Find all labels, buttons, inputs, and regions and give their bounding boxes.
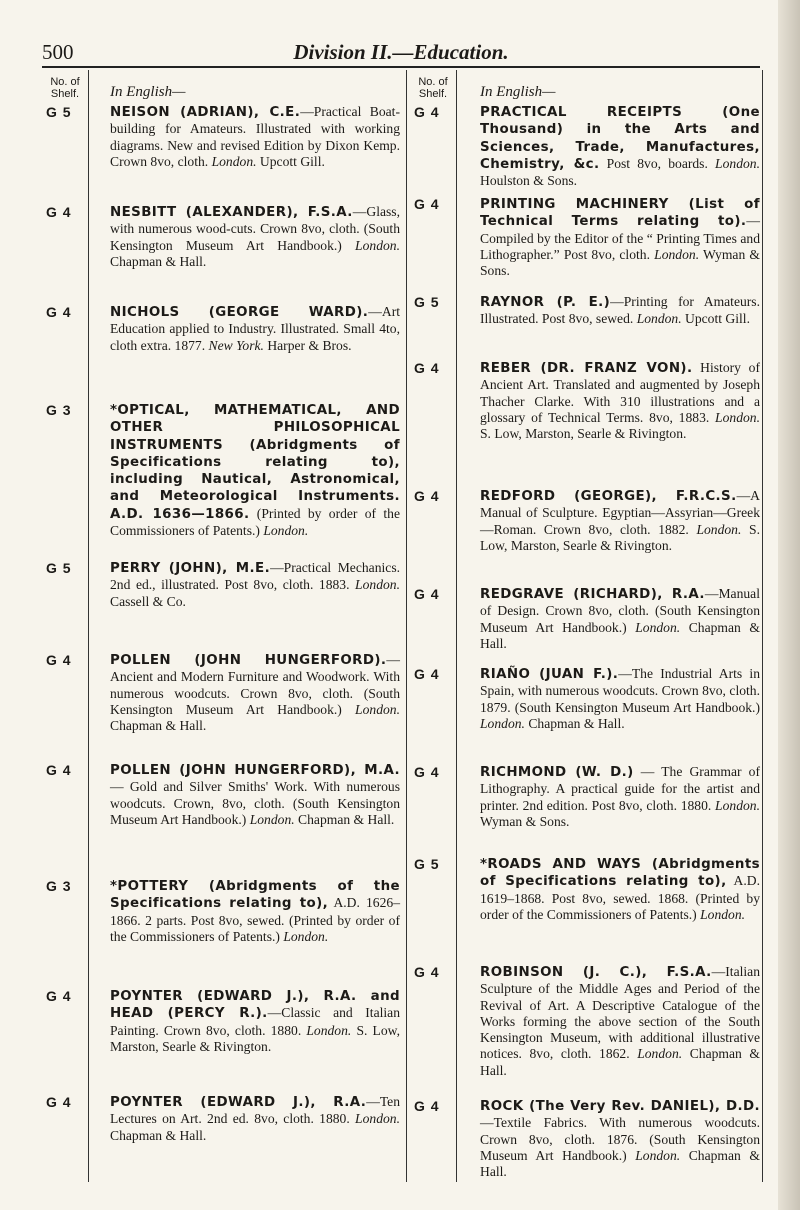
entry-heading: NICHOLS (GEORGE WARD). [110, 305, 369, 320]
entry-text [110, 104, 400, 170]
entry-place: London. [635, 1147, 681, 1163]
entry-heading: REDGRAVE (RICHARD), R.A. [480, 587, 705, 602]
entry-place: London. [715, 409, 760, 425]
shelf-mark: G 4 [414, 360, 440, 376]
entry-heading: NESBITT (ALEXANDER), F.S.A. [110, 205, 353, 220]
entry-place: London. [355, 1111, 400, 1127]
entry-place: London. [715, 797, 760, 813]
shelf-column-header: No. of Shelf. [418, 76, 448, 100]
entry-description: A.D. 1626–1866. 2 parts. Post 8vo, sewed. (Printed by order of the Commissioners of Patents.) [110, 895, 400, 944]
entry-heading: POLLEN (JOHN HUNGERFORD). [110, 653, 387, 668]
entry-heading: PERRY (JOHN), M.E. [110, 561, 271, 576]
entry-heading: RIAÑO (JUAN F.). [480, 667, 619, 682]
shelf-mark: G 4 [46, 652, 72, 668]
entry-description: —Italian Sculpture of the Middle Ages and Period of the Revival of Art. A Descriptive Catalogue of the Works forming the above section of the South Kensington Museum, with additional illustrative notices. 8vo, cloth. 1862. [480, 964, 760, 1062]
entry-text [480, 856, 760, 923]
shelf-mark: G 4 [46, 762, 72, 778]
entry-publisher: S. Low, Marston, Searle & Rivington. [110, 1022, 400, 1054]
entry-heading: *ROADS AND WAYS (Abridgments of Specifications relating to), [480, 857, 760, 890]
shelf-mark: G 4 [46, 304, 72, 320]
language-header: In English— [480, 84, 556, 100]
entry-description: —Textile Fabrics. With numerous woodcuts. Crown 8vo, cloth. 1876. (South Kensington Museum Art Handbook.) [480, 1115, 760, 1163]
entry-publisher: Harper & Bros. [263, 337, 352, 353]
right-column [410, 70, 762, 1182]
shelf-mark: G 3 [46, 402, 72, 418]
entry-description: —Practical Boat-building for Amateurs. Illustrated with working diagrams. New and revised Edition by Dixon Kemp. Crown 8vo, cloth. [110, 104, 400, 169]
entry-text [110, 652, 400, 734]
entry-heading: POLLEN (JOHN HUNGERFORD), M.A. [110, 763, 400, 778]
entry-description: —Classic and Italian Painting. Crown 8vo, cloth. 1880. [110, 1005, 400, 1038]
entry-text [110, 762, 400, 828]
entry-place: London. [635, 619, 681, 635]
shelf-mark: G 4 [414, 196, 440, 212]
entry-text [480, 964, 760, 1079]
column-rule-middle [406, 70, 407, 1182]
entry-heading: NEISON (ADRIAN), C.E. [110, 105, 301, 120]
entry-place: London. [283, 928, 329, 944]
shelf-mark: G 5 [414, 856, 440, 872]
entry-publisher: Wyman & Sons. [480, 813, 570, 829]
entry-description: — Gold and Silver Smiths' Work. With numerous woodcuts. Crown, 8vo, cloth. (South Kensington Museum Art Handbook.) [110, 779, 400, 827]
entry-heading: POYNTER (EDWARD J.), R.A. and HEAD (PERCY R.). [110, 989, 400, 1022]
entry-description: —Ancient and Modern Furniture and Woodwork. With numerous woodcuts. Crown 8vo, cloth. (South Kensington Museum Art Handbook.) [110, 652, 400, 717]
entry-place: London. [700, 906, 746, 922]
entry-description: A.D. 1619–1868. Post 8vo, sewed. 1868. (Printed by order of the Commissioners of Patents.) [480, 873, 760, 922]
entry-place: London. [355, 577, 400, 593]
entry-publisher: S. Low, Marston, Searle & Rivington. [480, 521, 760, 553]
entry-text [110, 1094, 400, 1144]
entry-publisher: Houlston & Sons. [480, 173, 578, 189]
entry-place: London. [306, 1022, 352, 1038]
entry-description: —Printing for Amateurs. Illustrated. Post 8vo, sewed. [480, 294, 760, 327]
entry-publisher: Chapman & Hall. [110, 718, 207, 734]
entry-heading: REBER (DR. FRANZ VON). [480, 361, 693, 376]
entry-place: London. [355, 701, 400, 717]
shelf-mark: G 4 [414, 104, 440, 120]
entry-place: London. [355, 237, 400, 253]
entry-description: —Manual of Design. Crown 8vo, cloth. (South Kensington Museum Art Handbook.) [480, 586, 760, 635]
entry-description: History of Ancient Art. Translated and augmented by Joseph Thacher Clarke. With 310 illustrations and a glossary of Technical Terms. 8vo, 1883. [480, 360, 760, 425]
entry-text [480, 764, 760, 830]
entry-text [110, 988, 400, 1055]
entry-heading: PRACTICAL RECEIPTS (One Thousand) in the Arts and Sciences, Trade, Manufactures, Chemistry, &c. [480, 105, 760, 172]
entry-description: — The Grammar of Lithography. A practical guide for the artist and printer. 2nd edition. Post 8vo, cloth. 1880. [480, 764, 760, 813]
entry-place: New York. [208, 337, 264, 353]
entry-description: (Printed by order of the Commissioners of Patents.) [110, 505, 400, 539]
entry-publisher: Wyman & Sons. [480, 246, 761, 279]
entry-publisher: Cassell & Co. [110, 593, 186, 609]
running-title: Division II.—Education. [293, 40, 509, 64]
shelf-mark: G 4 [414, 666, 440, 682]
entry-publisher: Chapman & Hall. [294, 811, 395, 827]
entry-heading: POYNTER (EDWARD J.), R.A. [110, 1095, 367, 1110]
shelf-mark: G 5 [46, 104, 72, 120]
entry-publisher: Upcott Gill. [681, 311, 750, 327]
left-column [42, 70, 404, 1182]
entry-description: —The Industrial Arts in Spain, with numerous woodcuts. Crown 8vo, cloth. 1879. (South Kensington Museum Art Handbook.) [480, 666, 760, 715]
entry-text [110, 878, 400, 945]
entry-description: —A Manual of Sculpture. Egyptian—Assyrian—Greek—Roman. Crown 8vo, cloth. 1882. [480, 488, 760, 537]
entry-description: —Glass, with numerous wood-cuts. Crown 8vo, cloth. (South Kensington Museum Art Handbook.) [110, 204, 400, 253]
entry-text [480, 360, 760, 442]
column-rule-right [762, 70, 763, 1182]
entry-description: —Practical Mechanics. 2nd ed., illustrated. Post 8vo, cloth. 1883. [110, 560, 401, 593]
shelf-mark: G 4 [414, 586, 440, 602]
shelf-mark: G 3 [46, 878, 72, 894]
shelf-mark: G 4 [414, 964, 440, 980]
entry-heading: PRINTING MACHINERY (List of Technical Terms relating to). [480, 197, 760, 230]
entry-heading: *OPTICAL, MATHEMATICAL, AND OTHER PHILOSOPHICAL INSTRUMENTS (Abridgments of Specifications relating to), including Nautical, Astronomical, and Meteorological Instruments. A.D. 1636—1866. [110, 403, 400, 522]
shelf-mark: G 4 [414, 488, 440, 504]
entry-description: —Art Education applied to Industry. Illustrated. Small 4to, cloth extra. 1877. [110, 304, 400, 353]
shelf-mark: G 5 [414, 294, 440, 310]
entry-heading: REDFORD (GEORGE), F.R.C.S. [480, 489, 737, 504]
entry-text [110, 560, 400, 610]
entry-text [480, 104, 760, 189]
page-edge [778, 0, 800, 1210]
entry-heading: RAYNOR (P. E.) [480, 295, 611, 310]
entry-description: —Compiled by the Editor of the “ Printing Times and Lithographer.” Post 8vo, cloth. [480, 213, 760, 262]
entry-publisher: Chapman & Hall. [524, 715, 625, 731]
language-header: In English— [110, 84, 186, 100]
entry-text [480, 294, 760, 328]
entry-publisher: S. Low, Marston, Searle & Rivington. [480, 426, 687, 442]
shelf-mark: G 4 [414, 764, 440, 780]
entry-heading: RICHMOND (W. D.) [480, 765, 634, 780]
entry-publisher: Chapman & Hall. [110, 253, 207, 269]
shelf-mark: G 4 [414, 1098, 440, 1114]
entry-heading: ROBINSON (J. C.), F.S.A. [480, 965, 712, 980]
shelf-mark: G 5 [46, 560, 72, 576]
entry-place: London. [715, 155, 760, 171]
entry-text [480, 1098, 760, 1180]
entry-publisher: Chapman & Hall. [480, 1046, 760, 1078]
entry-place: London. [480, 715, 525, 731]
shelf-mark: G 4 [46, 988, 72, 1004]
entry-place: London. [263, 523, 309, 539]
shelf-mark: G 4 [46, 1094, 72, 1110]
shelf-column-header: No. of Shelf. [50, 76, 80, 100]
entry-place: London. [211, 153, 257, 169]
entry-heading: ROCK (The Very Rev. DANIEL), D.D. [480, 1099, 760, 1114]
page-number: 500 [42, 40, 74, 64]
entry-text [480, 196, 760, 279]
entry-place: London. [696, 521, 742, 537]
entry-text [110, 402, 400, 539]
entry-place: London. [654, 246, 700, 262]
shelf-mark: G 4 [46, 204, 72, 220]
entry-description: Post 8vo, boards. [599, 155, 716, 171]
entry-place: London. [637, 1046, 683, 1062]
entry-text [480, 666, 760, 732]
entry-publisher: Chapman & Hall. [480, 1147, 760, 1180]
entry-text [480, 586, 760, 652]
entry-heading: *POTTERY (Abridgments of the Specifications relating to), [110, 879, 400, 912]
entry-place: London. [636, 311, 682, 327]
entry-publisher: Upcott Gill. [256, 153, 325, 169]
entry-text [110, 204, 400, 270]
entry-publisher: Chapman & Hall. [110, 1127, 207, 1143]
entry-text [480, 488, 760, 554]
entry-place: London. [249, 811, 295, 827]
entry-text [110, 304, 400, 354]
page-header [42, 36, 760, 68]
entry-publisher: Chapman & Hall. [480, 619, 760, 651]
entry-description: —Ten Lectures on Art. 2nd ed. 8vo, cloth. 1880. [110, 1094, 400, 1127]
